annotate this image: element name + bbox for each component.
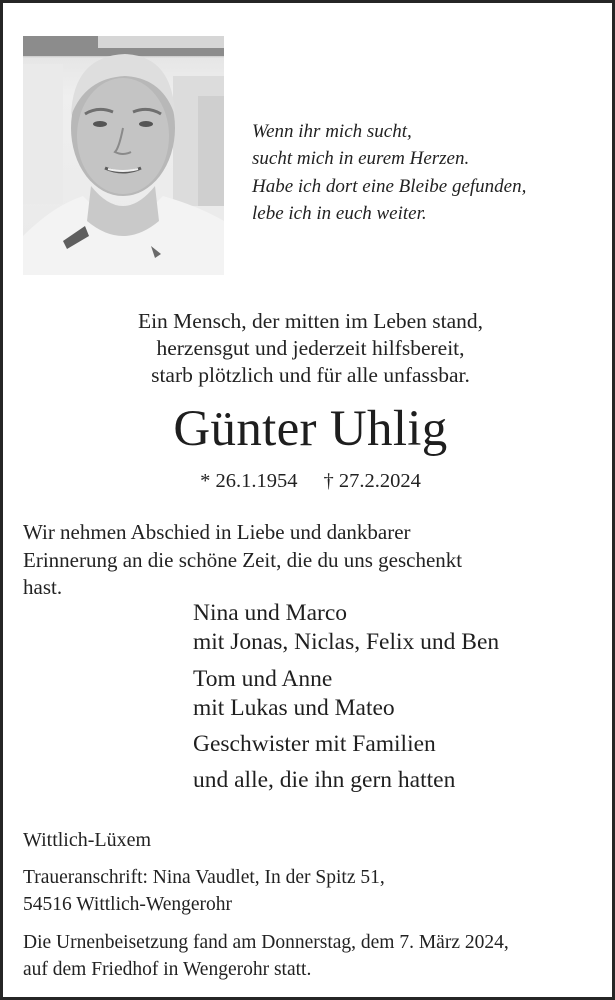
- farewell-text: [23, 519, 603, 602]
- verse-line: herzensgut und jederzeit hilfsbereit,: [156, 336, 465, 360]
- mourner-children: mit Lukas und Mateo: [193, 694, 395, 721]
- address-line: 54516 Wittlich-Wengerohr: [23, 893, 233, 915]
- tribute-verse: [3, 308, 615, 389]
- place-name: Wittlich-Lüxem: [23, 829, 152, 851]
- funeral-info: [23, 930, 509, 983]
- farewell-line: hast.: [23, 575, 63, 599]
- mourner-names: Tom und Anne: [193, 666, 333, 692]
- poem-line: lebe ich in euch weiter.: [252, 202, 427, 224]
- mourner-group: [193, 766, 455, 795]
- mourner-names: Geschwister mit Familien: [193, 731, 436, 757]
- mourner-names: und alle, die ihn gern hatten: [193, 767, 456, 793]
- poem-line: Habe ich dort eine Bleibe gefunden,: [252, 175, 527, 197]
- portrait-illustration: [23, 36, 224, 275]
- verse-line: starb plötzlich und für alle unfassbar.: [151, 363, 470, 387]
- poem-line: Wenn ihr mich sucht,: [252, 121, 412, 142]
- mourner-group: [193, 665, 395, 722]
- mourning-address: [23, 865, 385, 918]
- funeral-line: Die Urnenbeisetzung fand am Donnerstag, dem 7. März 2024,: [23, 932, 509, 953]
- address-line: Traueranschrift: Nina Vaudlet, In der Spitz 51,: [23, 867, 385, 888]
- life-dates: [3, 468, 615, 494]
- death-date: † 27.2.2024: [323, 470, 421, 492]
- memorial-poem: [252, 118, 526, 227]
- mourner-group: [193, 599, 499, 656]
- farewell-line: Wir nehmen Abschied in Liebe und dankbarer: [23, 520, 411, 544]
- deceased-name: Günter Uhlig: [173, 401, 448, 457]
- verse-line: Ein Mensch, der mitten im Leben stand,: [137, 309, 484, 333]
- mourner-group: [193, 730, 436, 759]
- mourner-children: mit Jonas, Niclas, Felix und Ben: [193, 628, 500, 655]
- portrait-photo: [23, 36, 224, 275]
- funeral-line: auf dem Friedhof in Wengerohr statt.: [23, 958, 312, 980]
- birth-date: * 26.1.1954: [200, 470, 298, 492]
- farewell-line: Erinnerung an die schöne Zeit, die du uns geschenkt: [23, 547, 463, 572]
- poem-line: sucht mich in eurem Herzen.: [252, 148, 470, 170]
- mourner-names: Nina und Marco: [193, 600, 348, 626]
